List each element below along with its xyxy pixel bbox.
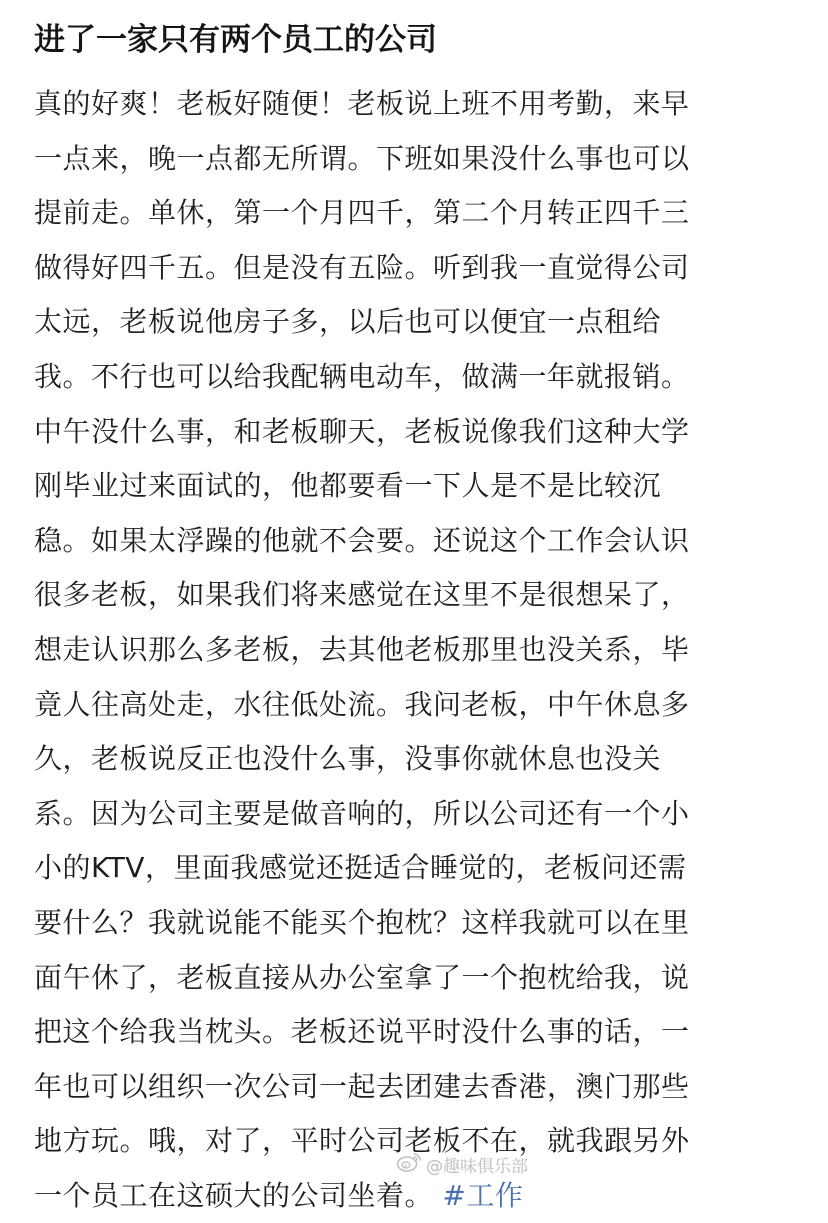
post-line: 竟人往高处走，水往低处流。我问老板，中午休息多 <box>34 687 690 721</box>
watermark <box>396 1151 528 1178</box>
post-line: 做得好四千五。但是没有五险。听到我一直觉得公司 <box>34 250 690 284</box>
post-line: 太远，老板说他房子多，以后也可以便宜一点租给 <box>34 305 662 339</box>
weibo-icon <box>396 1151 422 1178</box>
post-line: 稳。如果太浮躁的他就不会要。还说这个工作会认识 <box>34 523 690 557</box>
post-line: 想走认识那么多老板，去其他老板那里也没关系，毕 <box>34 632 690 666</box>
post-line: 我。不行也可以给我配辆电动车，做满一年就报销。 <box>34 359 690 393</box>
post-line: 把这个给我当枕头。老板还说平时没什么事的话，一 <box>34 1015 690 1049</box>
post-line: 地方玩。哦，对了，平时公司老板不在，就我跟另外 <box>34 1124 690 1158</box>
post-last-line-text: 一个员工在这硕大的公司坐着。 <box>34 1178 434 1212</box>
post-line: 系。因为公司主要是做音响的，所以公司还有一个小 <box>34 796 690 830</box>
post-body <box>34 77 804 1223</box>
hashtag-link[interactable]: #工作 <box>442 1178 524 1212</box>
post-line: 年也可以组织一次公司一起去团建去香港，澳门那些 <box>34 1069 690 1103</box>
post-line: 中午没什么事，和老板聊天，老板说像我们这种大学 <box>34 414 690 448</box>
post-line: 要什么？我就说能不能买个抱枕？这样我就可以在里 <box>34 905 690 939</box>
post-line: 刚毕业过来面试的，他都要看一下人是不是比较沉 <box>34 469 662 503</box>
post-line: 很多老板，如果我们将来感觉在这里不是很想呆了， <box>34 578 690 612</box>
post-line: 小的KTV，里面我感觉还挺适合睡觉的，老板问还需 <box>34 851 687 885</box>
watermark-text: @趣味俱乐部 <box>426 1157 528 1177</box>
post-title: 进了一家只有两个员工的公司 <box>34 22 437 58</box>
post-line: 一点来，晚一点都无所谓。下班如果没什么事也可以 <box>34 141 690 175</box>
post-line: 真的好爽！老板好随便！老板说上班不用考勤，来早 <box>34 87 690 120</box>
post-line: 提前走。单休，第一个月四千，第二个月转正四千三 <box>34 196 690 230</box>
post-line: 面午休了，老板直接从办公室拿了一个抱枕给我，说 <box>34 960 690 994</box>
post-line: 久，老板说反正也没什么事，没事你就休息也没关 <box>34 742 662 776</box>
